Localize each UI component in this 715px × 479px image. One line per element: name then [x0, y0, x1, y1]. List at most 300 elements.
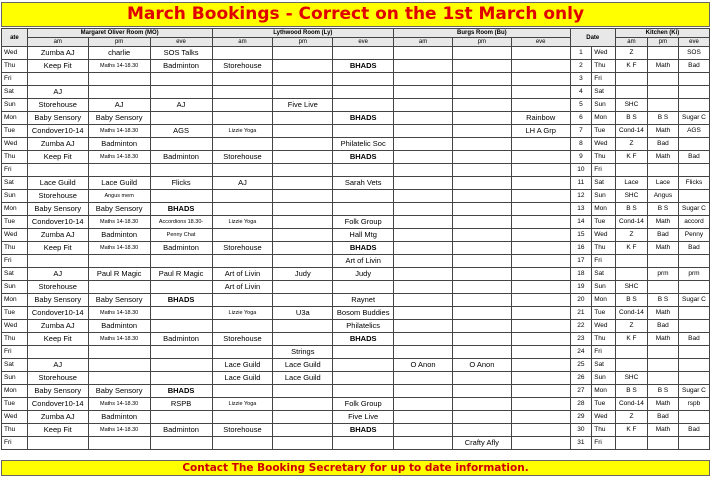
ly-eve-cell: [333, 86, 394, 99]
day-short-cell: Sun: [592, 190, 616, 203]
ki-pm-cell: [647, 164, 678, 177]
bu-pm-cell: O Anon: [452, 359, 511, 372]
bu-eve-cell: [511, 294, 570, 307]
booking-row: [2, 125, 710, 138]
date-number-cell: 30: [570, 424, 592, 437]
bu-eve-cell: [511, 333, 570, 346]
ly-am-cell: [212, 112, 273, 125]
bu-am-cell: [394, 281, 453, 294]
ki-pm-cell: B S: [647, 112, 678, 125]
bu-room-header: Burgs Room (Bu): [394, 29, 570, 38]
date-number-cell: 14: [570, 216, 592, 229]
bu-am-cell: [394, 60, 453, 73]
ly-am-cell: Art of Livin: [212, 281, 273, 294]
ly-am-header: am: [212, 38, 273, 47]
bu-pm-cell: [452, 320, 511, 333]
day-short-cell: Tue: [592, 307, 616, 320]
booking-row: [2, 385, 710, 398]
ly-am-cell: [212, 437, 273, 450]
date-number-cell: 31: [570, 437, 592, 450]
ly-pm-cell: Lace Guild: [273, 359, 333, 372]
mo-am-cell: Lace Guild: [27, 177, 88, 190]
ki-am-header: am: [615, 38, 647, 47]
mo-am-cell: Baby Sensory: [27, 294, 88, 307]
ki-eve-cell: Bad: [678, 333, 709, 346]
bu-pm-cell: [452, 307, 511, 320]
mo-am-cell: Zumba AJ: [27, 229, 88, 242]
ly-eve-cell: Philatelics: [333, 320, 394, 333]
booking-row: [2, 320, 710, 333]
day-cell: Thu: [2, 242, 28, 255]
day-cell: Wed: [2, 138, 28, 151]
bu-pm-cell: [452, 411, 511, 424]
mo-pm-cell: Badminton: [88, 229, 150, 242]
mo-am-cell: Baby Sensory: [27, 385, 88, 398]
mo-am-cell: Condover10-14: [27, 216, 88, 229]
bu-eve-cell: [511, 60, 570, 73]
bu-pm-cell: [452, 138, 511, 151]
ki-eve-cell: Sugar C: [678, 385, 709, 398]
bu-am-cell: [394, 255, 453, 268]
bu-am-cell: [394, 307, 453, 320]
ly-pm-cell: [273, 229, 333, 242]
booking-row: [2, 346, 710, 359]
ki-am-cell: Z: [615, 229, 647, 242]
mo-eve-cell: [150, 320, 212, 333]
bu-eve-cell: [511, 320, 570, 333]
bu-eve-cell: [511, 73, 570, 86]
bu-am-cell: [394, 177, 453, 190]
ki-am-cell: Cond-14: [615, 398, 647, 411]
date-number-cell: 9: [570, 151, 592, 164]
mo-am-cell: Zumba AJ: [27, 411, 88, 424]
bu-am-cell: [394, 229, 453, 242]
ki-eve-cell: [678, 138, 709, 151]
ki-pm-cell: Math: [647, 424, 678, 437]
booking-row: [2, 359, 710, 372]
bu-pm-cell: Crafty Afly: [452, 437, 511, 450]
ly-am-cell: Storehouse: [212, 242, 273, 255]
bu-pm-cell: [452, 372, 511, 385]
mo-eve-cell: Badminton: [150, 424, 212, 437]
ki-eve-cell: Flicks: [678, 177, 709, 190]
bu-pm-cell: [452, 73, 511, 86]
ki-am-cell: [615, 359, 647, 372]
bu-am-cell: [394, 138, 453, 151]
ki-eve-cell: Penny: [678, 229, 709, 242]
ly-am-cell: [212, 385, 273, 398]
ki-pm-cell: Bad: [647, 411, 678, 424]
ly-am-cell: [212, 99, 273, 112]
booking-row: [2, 151, 710, 164]
mo-pm-cell: [88, 255, 150, 268]
bu-eve-cell: [511, 424, 570, 437]
booking-row: [2, 138, 710, 151]
bu-pm-cell: [452, 164, 511, 177]
ki-eve-cell: Sugar C: [678, 203, 709, 216]
day-short-cell: Tue: [592, 216, 616, 229]
day-cell: Wed: [2, 47, 28, 60]
booking-row: [2, 398, 710, 411]
mo-am-cell: [27, 346, 88, 359]
date-number-cell: 18: [570, 268, 592, 281]
day-cell: Fri: [2, 73, 28, 86]
bu-pm-cell: [452, 190, 511, 203]
ly-eve-cell: [333, 73, 394, 86]
ki-am-cell: Z: [615, 411, 647, 424]
ki-pm-cell: Math: [647, 398, 678, 411]
ly-am-cell: [212, 138, 273, 151]
mo-room-header: Margaret Oliver Room (MO): [27, 29, 212, 38]
bu-pm-cell: [452, 281, 511, 294]
date-number-cell: 27: [570, 385, 592, 398]
ly-am-cell: [212, 47, 273, 60]
mo-am-cell: Condover10-14: [27, 307, 88, 320]
bu-eve-cell: [511, 255, 570, 268]
booking-row: [2, 333, 710, 346]
bu-eve-cell: [511, 177, 570, 190]
booking-row: [2, 268, 710, 281]
date-number-cell: 7: [570, 125, 592, 138]
ki-eve-header: eve: [678, 38, 709, 47]
day-short-cell: Sat: [592, 177, 616, 190]
ly-am-cell: [212, 229, 273, 242]
ki-am-cell: K F: [615, 424, 647, 437]
bu-am-cell: [394, 437, 453, 450]
ki-eve-cell: [678, 307, 709, 320]
date-number-cell: 23: [570, 333, 592, 346]
ki-pm-cell: Math: [647, 307, 678, 320]
date-number-cell: 2: [570, 60, 592, 73]
mo-pm-cell: [88, 164, 150, 177]
ly-am-cell: [212, 346, 273, 359]
ki-pm-cell: Lace: [647, 177, 678, 190]
ly-am-cell: Storehouse: [212, 60, 273, 73]
bu-eve-cell: [511, 151, 570, 164]
date-number-cell: 25: [570, 359, 592, 372]
day-short-cell: Thu: [592, 60, 616, 73]
day-cell: Wed: [2, 320, 28, 333]
date-number-cell: 1: [570, 47, 592, 60]
ly-pm-cell: [273, 398, 333, 411]
ly-pm-cell: [273, 294, 333, 307]
ly-eve-cell: BHADS: [333, 242, 394, 255]
mo-eve-cell: [150, 411, 212, 424]
mo-am-cell: Keep Fit: [27, 242, 88, 255]
ki-pm-cell: [647, 73, 678, 86]
ly-room-header: Lythwood Room (Ly): [212, 29, 394, 38]
ly-pm-cell: [273, 255, 333, 268]
ki-pm-cell: Math: [647, 151, 678, 164]
bu-pm-cell: [452, 268, 511, 281]
ly-pm-cell: [273, 216, 333, 229]
ly-am-cell: [212, 320, 273, 333]
booking-row: [2, 229, 710, 242]
booking-row: [2, 216, 710, 229]
booking-row: [2, 190, 710, 203]
ki-pm-header: pm: [647, 38, 678, 47]
ly-pm-cell: [273, 333, 333, 346]
day-short-cell: Thu: [592, 424, 616, 437]
day-cell: Sat: [2, 86, 28, 99]
day-cell: Sat: [2, 177, 28, 190]
ly-eve-cell: Five Live: [333, 411, 394, 424]
date-number-cell: 26: [570, 372, 592, 385]
day-cell: Tue: [2, 398, 28, 411]
ki-eve-cell: [678, 346, 709, 359]
ly-eve-cell: BHADS: [333, 424, 394, 437]
day-short-cell: Wed: [592, 229, 616, 242]
bu-pm-cell: [452, 47, 511, 60]
mo-pm-cell: [88, 86, 150, 99]
ly-pm-cell: [273, 125, 333, 138]
bu-pm-cell: [452, 333, 511, 346]
ly-eve-cell: [333, 164, 394, 177]
ki-pm-cell: B S: [647, 294, 678, 307]
mo-am-cell: Keep Fit: [27, 60, 88, 73]
day-cell: Tue: [2, 307, 28, 320]
ki-am-cell: SHC: [615, 190, 647, 203]
booking-row: [2, 112, 710, 125]
mo-eve-cell: RSPB: [150, 398, 212, 411]
mo-eve-cell: Badminton: [150, 333, 212, 346]
bu-am-header: am: [394, 38, 453, 47]
bu-am-cell: [394, 190, 453, 203]
bu-am-cell: [394, 73, 453, 86]
page-title: March Bookings - Correct on the 1st March only: [1, 2, 710, 27]
bu-pm-cell: [452, 229, 511, 242]
mo-eve-cell: [150, 359, 212, 372]
mo-eve-cell: AJ: [150, 99, 212, 112]
ki-am-cell: [615, 255, 647, 268]
ki-eve-cell: [678, 372, 709, 385]
ly-pm-cell: [273, 86, 333, 99]
ki-pm-cell: B S: [647, 203, 678, 216]
mo-eve-cell: [150, 281, 212, 294]
mo-am-cell: Keep Fit: [27, 424, 88, 437]
day-short-cell: Tue: [592, 125, 616, 138]
day-cell: Tue: [2, 216, 28, 229]
mo-pm-cell: Baby Sensory: [88, 294, 150, 307]
ki-am-cell: Cond-14: [615, 216, 647, 229]
mo-am-cell: Storehouse: [27, 372, 88, 385]
day-cell: Thu: [2, 424, 28, 437]
bu-am-cell: [394, 372, 453, 385]
day-cell: Wed: [2, 411, 28, 424]
mo-pm-cell: [88, 73, 150, 86]
bu-pm-cell: [452, 346, 511, 359]
mo-am-cell: Condover10-14: [27, 398, 88, 411]
mo-eve-cell: [150, 437, 212, 450]
ki-am-cell: [615, 346, 647, 359]
bu-eve-cell: [511, 216, 570, 229]
ki-am-cell: [615, 73, 647, 86]
day-cell: Wed: [2, 229, 28, 242]
mo-eve-cell: Flicks: [150, 177, 212, 190]
ly-am-cell: [212, 86, 273, 99]
day-cell: Sun: [2, 99, 28, 112]
mo-pm-cell: Badminton: [88, 320, 150, 333]
ki-eve-cell: Bad: [678, 424, 709, 437]
mo-pm-cell: AJ: [88, 99, 150, 112]
ly-eve-cell: [333, 437, 394, 450]
ly-pm-cell: [273, 242, 333, 255]
mo-am-cell: Zumba AJ: [27, 47, 88, 60]
mo-pm-cell: Maths 14-18.30: [88, 242, 150, 255]
ly-eve-cell: BHADS: [333, 60, 394, 73]
ki-pm-cell: [647, 359, 678, 372]
day-short-cell: Mon: [592, 203, 616, 216]
ly-pm-header: pm: [273, 38, 333, 47]
booking-row: [2, 60, 710, 73]
ly-pm-cell: [273, 112, 333, 125]
bu-eve-cell: [511, 359, 570, 372]
mo-am-cell: [27, 73, 88, 86]
ly-pm-cell: [273, 177, 333, 190]
booking-row: [2, 294, 710, 307]
day-cell: Thu: [2, 151, 28, 164]
ly-eve-cell: Raynet: [333, 294, 394, 307]
mo-eve-cell: [150, 307, 212, 320]
day-short-cell: Fri: [592, 437, 616, 450]
bu-eve-cell: [511, 164, 570, 177]
ki-am-cell: [615, 437, 647, 450]
day-short-cell: Wed: [592, 320, 616, 333]
ki-am-cell: Cond-14: [615, 125, 647, 138]
bu-eve-cell: [511, 268, 570, 281]
ly-eve-cell: [333, 372, 394, 385]
bu-pm-cell: [452, 216, 511, 229]
mo-pm-cell: Maths 14-18.30: [88, 125, 150, 138]
bu-eve-cell: [511, 138, 570, 151]
date-number-cell: 8: [570, 138, 592, 151]
mo-eve-cell: BHADS: [150, 385, 212, 398]
bu-eve-cell: LH A Grp: [511, 125, 570, 138]
ki-am-cell: B S: [615, 203, 647, 216]
kitchen-header: Kitchen (Ki): [615, 29, 709, 38]
ki-am-cell: Lace: [615, 177, 647, 190]
mo-pm-cell: Maths 14-18.30: [88, 307, 150, 320]
bu-pm-cell: [452, 398, 511, 411]
booking-row: [2, 437, 710, 450]
ki-pm-cell: Math: [647, 333, 678, 346]
bu-am-cell: [394, 333, 453, 346]
ki-am-cell: Z: [615, 47, 647, 60]
ki-pm-cell: Bad: [647, 138, 678, 151]
mo-eve-cell: [150, 255, 212, 268]
day-cell: Sat: [2, 268, 28, 281]
date-number-cell: 19: [570, 281, 592, 294]
booking-row: [2, 164, 710, 177]
mo-pm-cell: Lace Guild: [88, 177, 150, 190]
mo-eve-cell: [150, 190, 212, 203]
ki-am-cell: [615, 268, 647, 281]
day-cell: Mon: [2, 112, 28, 125]
booking-row: [2, 281, 710, 294]
date-number-cell: 24: [570, 346, 592, 359]
day-cell: Fri: [2, 346, 28, 359]
bu-am-cell: [394, 216, 453, 229]
mo-eve-cell: [150, 86, 212, 99]
date-number-cell: 10: [570, 164, 592, 177]
bu-pm-cell: [452, 125, 511, 138]
ly-eve-header: eve: [333, 38, 394, 47]
day-short-cell: Wed: [592, 138, 616, 151]
mo-eve-cell: [150, 73, 212, 86]
bu-eve-cell: [511, 99, 570, 112]
mo-eve-cell: [150, 138, 212, 151]
ly-pm-cell: [273, 203, 333, 216]
day-cell: Fri: [2, 437, 28, 450]
booking-row: [2, 73, 710, 86]
booking-row: [2, 99, 710, 112]
bu-eve-cell: [511, 86, 570, 99]
ly-eve-cell: Philatelic Soc: [333, 138, 394, 151]
mo-pm-cell: Baby Sensory: [88, 203, 150, 216]
mo-am-cell: Keep Fit: [27, 151, 88, 164]
ly-pm-cell: Judy: [273, 268, 333, 281]
ki-eve-cell: [678, 99, 709, 112]
bu-eve-cell: [511, 398, 570, 411]
ki-pm-cell: [647, 86, 678, 99]
ki-eve-cell: [678, 73, 709, 86]
footer-notice: Contact The Booking Secretary for up to date information.: [1, 460, 710, 476]
day-short-cell: Thu: [592, 242, 616, 255]
ki-pm-cell: Math: [647, 125, 678, 138]
ki-eve-cell: Bad: [678, 151, 709, 164]
mo-am-cell: Baby Sensory: [27, 112, 88, 125]
ly-eve-cell: BHADS: [333, 333, 394, 346]
ly-pm-cell: [273, 437, 333, 450]
day-short-cell: Wed: [592, 47, 616, 60]
ly-am-cell: Art of Livin: [212, 268, 273, 281]
mo-eve-cell: Badminton: [150, 242, 212, 255]
date-number-cell: 29: [570, 411, 592, 424]
ki-pm-cell: [647, 255, 678, 268]
ki-eve-cell: [678, 164, 709, 177]
ki-eve-cell: Sugar C: [678, 112, 709, 125]
booking-row: [2, 307, 710, 320]
mo-am-cell: Condover10-14: [27, 125, 88, 138]
date-number-cell: 13: [570, 203, 592, 216]
ly-eve-cell: Sarah Vets: [333, 177, 394, 190]
ki-pm-cell: Bad: [647, 229, 678, 242]
ly-am-cell: [212, 411, 273, 424]
ki-am-cell: SHC: [615, 372, 647, 385]
ly-pm-cell: [273, 281, 333, 294]
ly-eve-cell: [333, 385, 394, 398]
ki-am-cell: SHC: [615, 99, 647, 112]
ly-eve-cell: [333, 125, 394, 138]
ly-am-cell: Lace Guild: [212, 372, 273, 385]
ki-am-cell: K F: [615, 242, 647, 255]
bu-eve-cell: [511, 307, 570, 320]
ly-pm-cell: Lace Guild: [273, 372, 333, 385]
ly-pm-cell: [273, 73, 333, 86]
mo-am-cell: AJ: [27, 268, 88, 281]
ly-am-cell: AJ: [212, 177, 273, 190]
bu-eve-cell: [511, 229, 570, 242]
bu-am-cell: [394, 424, 453, 437]
mo-pm-cell: charlie: [88, 47, 150, 60]
ki-eve-cell: [678, 190, 709, 203]
ki-am-cell: Z: [615, 138, 647, 151]
date-number-cell: 11: [570, 177, 592, 190]
booking-row: [2, 203, 710, 216]
mo-eve-header: eve: [150, 38, 212, 47]
date-number-cell: 16: [570, 242, 592, 255]
bu-eve-cell: [511, 47, 570, 60]
